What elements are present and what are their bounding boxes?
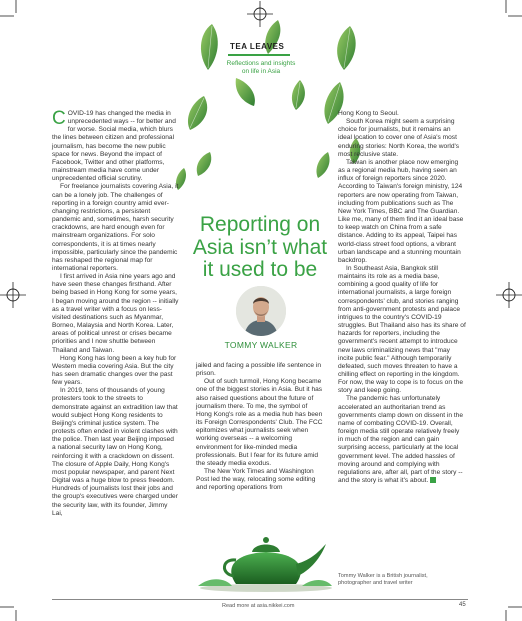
lead-paragraph xyxy=(52,110,179,183)
headline-line-2: Asia isn’t what xyxy=(192,235,328,259)
article-column-1 xyxy=(52,110,179,518)
tagline-line-1: Reflections and insights xyxy=(226,60,296,67)
author-avatar xyxy=(236,286,286,336)
registration-mark-icon xyxy=(496,282,522,308)
paragraph: The New York Times and Washington Post led the way, relocating some editing and reporting operations from xyxy=(196,468,316,492)
headline-line-1: Reporting on xyxy=(199,213,321,236)
lead-text: OVID-19 has changed the media in unprecedented ways -- for better and for worse. Social media, which blurs the lines between citizen and professional journalism, has become the new public space for news. Beyond the impact of Facebook, Twitter and other platforms, mainstream media have come under unprecedented official scrutiny. xyxy=(52,110,176,183)
section-tagline xyxy=(214,60,308,76)
article-column-2 xyxy=(196,362,323,493)
nikkei-n-icon: N xyxy=(430,477,436,483)
paragraph: Hong Kong has long been a key hub for Western media covering Asia. But the city has seen dramatic changes over the past few years. xyxy=(52,354,177,387)
paragraph: South Korea might seem a surprising choice for journalists, but it remains an ideal location to cover one of Asia's most enduring stories: North Korea, the world's most reclusive state. xyxy=(338,118,460,158)
paragraph: Hong Kong to Seoul. xyxy=(338,110,399,117)
tea-leaves-illustration xyxy=(150,20,370,240)
paragraph: jailed and facing a possible life sentence in prison. xyxy=(196,362,321,378)
registration-mark-icon xyxy=(0,282,26,308)
author-bio xyxy=(338,573,466,587)
page-number: 45 xyxy=(459,602,466,608)
paragraph: Taiwan is another place now emerging as a regional media hub, having seen an influx of foreign reporters since 2020. According to Taiwan's foreign ministry, 124 reporters are now operating from Taiwan, including from publications such as The New York Times, BBC and The Guardian. Like me, many of them find it an ideal base to keep watch on China from a safe distance. Adding to its appeal, Taipei has world-class street food options, a vibrant urban landscape and a stunning mountain backdrop. xyxy=(338,158,464,264)
author-photo xyxy=(236,286,286,336)
tagline-line-2: on life in Asia xyxy=(241,68,281,75)
paragraph: In 2019, tens of thousands of young protesters took to the streets to demonstrate against an extradition law that would subject Hong Kong residents to Beijing's criminal justice system. The protests often ended in violent clashes with the police. Then last year Beijing imposed a national security law on Hong Kong, reinforcing it with a crackdown on dissent. The closure of Apple Daily, Hong Kong's most popular newspaper, and parent Next Digital was a huge blow to press freedom. Hundreds of journalists lost their jobs and the group's executives were charged under the security law, with its founder, Jimmy Lai, xyxy=(52,387,178,517)
drop-cap: C xyxy=(52,108,66,129)
final-text: The pandemic has unfortunately accelerated an authoritarian trend as governments clamp down on dissent in the name of combating COVID-19. Overall, foreign media still operate relatively freely in much of the region and can gain surprising access, particularly at the local government level. The added hassles of moving around and complying with regulations are, after all, part of the story -- and the story is what it's about. xyxy=(338,395,463,485)
paragraph: I first arrived in Asia nine years ago and have seen these changes firsthand. After being based in Hong Kong for some years, I began moving around the region -- initially as a travel writer with a focus on less-visited destinations such as Myanmar, Borneo, Malaysia and North Korea. Later, areas of political unrest or crises became priorities and I now shuttle between Thailand and Taiwan. xyxy=(52,273,179,354)
paragraph xyxy=(338,395,466,485)
section-brand: TEA LEAVES xyxy=(230,42,285,51)
article-column-3 xyxy=(338,110,466,485)
teapot-illustration xyxy=(196,520,336,592)
headline-line-3: it used to be xyxy=(202,258,318,281)
paragraph: Out of such turmoil, Hong Kong became one of the biggest stories in Asia. But it has also raised questions about the future of journalism there. To me, the symbol of Hong Kong's role as a media hub has been its Foreign Correspondents' Club. The FCC epitomizes what journalists seek when working overseas -- a welcoming environment for like-minded media professionals. But I fear for its future amid the steady media exodus. xyxy=(196,378,323,467)
author-name: TOMMY WALKER xyxy=(224,340,298,350)
paragraph: In Southeast Asia, Bangkok still maintains its role as a media base, combining a good quality of life for international journalists, a large foreign correspondents' club, and stories ranging from anti-government protests and palace intrigues to the country's COVID-19 struggles. But Thailand also has its share of hazards for reporters, including the government's recent attempt to introduce new laws criminalizing news that "may incite public fear." Although temporarily defeated, such moves threaten to have a chilling effect on reporting in the kingdom. For now, the way to cope is to focus on the story and keep going. xyxy=(338,264,466,395)
bio-line-2: photographer and travel writer xyxy=(338,580,413,586)
article-headline xyxy=(190,214,330,282)
bio-line-1: Tommy Walker is a British journalist, xyxy=(338,573,428,579)
paragraph: For freelance journalists covering Asia, it can be a lonely job. The challenges of reporting in a foreign country amid ever-changing restrictions, a persistent pandemic and, sometimes, harsh security crackdowns, are hard enough even for mainstream organizations. For solo correspondents, it is at times nearly impossible, particularly since the pandemic has reshaped the regional map for international reporters. xyxy=(52,183,179,272)
brand-rule xyxy=(228,54,290,56)
read-more-link[interactable]: Read more at asia.nikkei.com xyxy=(222,603,295,609)
footer-rule xyxy=(52,599,468,600)
